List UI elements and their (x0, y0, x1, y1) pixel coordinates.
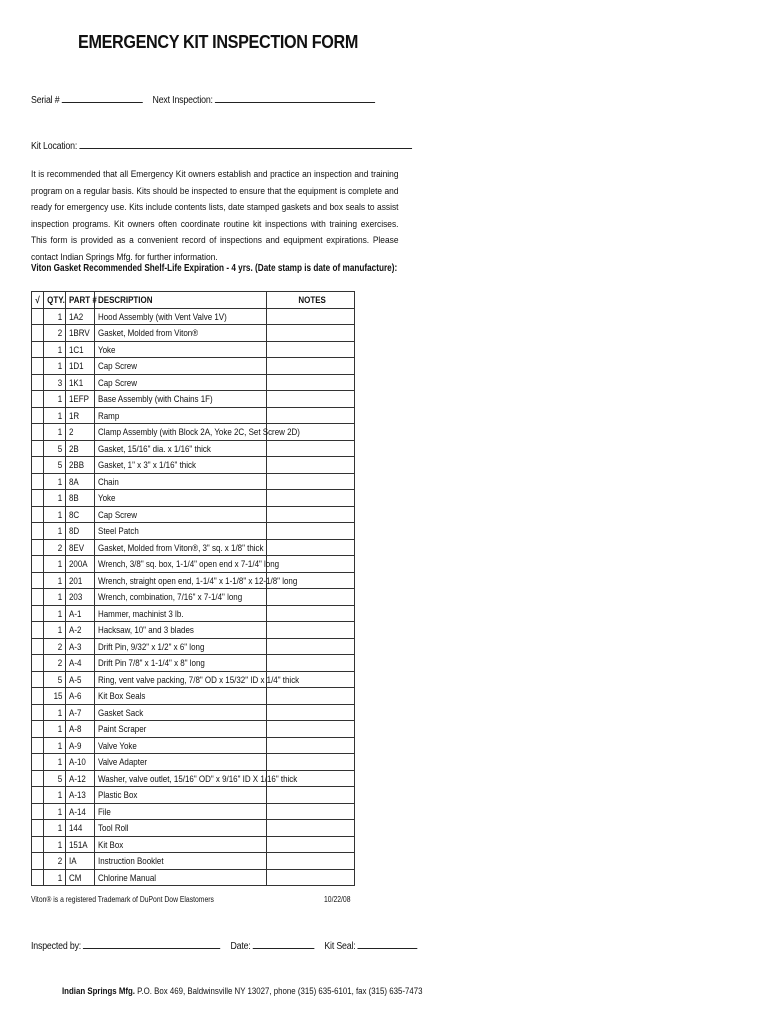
description-cell: Valve Yoke (95, 737, 267, 754)
part-cell: 2BB (66, 457, 95, 474)
part-cell: 1D1 (66, 358, 95, 375)
check-cell[interactable] (32, 622, 44, 639)
description-cell: Valve Adapter (95, 754, 267, 771)
table-row (32, 358, 355, 375)
notes-cell[interactable] (267, 391, 355, 408)
notes-cell[interactable] (267, 704, 355, 721)
form-title: EMERGENCY KIT INSPECTION FORM (78, 32, 358, 52)
check-cell[interactable] (32, 836, 44, 853)
company-address: P.O. Box 469, Baldwinsville NY 13027, phone (315) 635-6101, fax (315) 635-7473 (137, 986, 423, 997)
description-cell: Chlorine Manual (95, 869, 267, 886)
table-row (32, 770, 355, 787)
part-cell: 151A (66, 836, 95, 853)
part-cell: 8EV (66, 539, 95, 556)
check-cell[interactable] (32, 473, 44, 490)
qty-cell: 2 (44, 638, 66, 655)
description-cell: File (95, 803, 267, 820)
check-cell[interactable] (32, 440, 44, 457)
notes-cell[interactable] (267, 523, 355, 540)
qty-cell: 1 (44, 523, 66, 540)
description-cell: Kit Box (95, 836, 267, 853)
part-cell: A-4 (66, 655, 95, 672)
trademark-note: Viton® is a registered Trademark of DuPont Dow Elastomers (31, 895, 214, 904)
qty-cell: 5 (44, 770, 66, 787)
check-cell[interactable] (32, 787, 44, 804)
qty-cell: 1 (44, 704, 66, 721)
part-cell: 1A2 (66, 308, 95, 325)
qty-cell: 1 (44, 803, 66, 820)
qty-cell: 2 (44, 539, 66, 556)
check-cell[interactable] (32, 853, 44, 870)
qty-cell: 1 (44, 589, 66, 606)
check-cell[interactable] (32, 506, 44, 523)
notes-cell[interactable] (267, 457, 355, 474)
description-cell: Paint Scraper (95, 721, 267, 738)
qty-cell: 1 (44, 506, 66, 523)
qty-cell: 1 (44, 308, 66, 325)
description-cell: Gasket, Molded from Viton®, 3" sq. x 1/8" thick (95, 539, 267, 556)
description-cell: Base Assembly (with Chains 1F) (95, 391, 267, 408)
part-cell: 1R (66, 407, 95, 424)
table-row (32, 440, 355, 457)
serial-field[interactable] (62, 92, 143, 103)
table-row (32, 325, 355, 342)
qty-cell: 1 (44, 737, 66, 754)
check-cell[interactable] (32, 605, 44, 622)
table-row (32, 539, 355, 556)
check-cell[interactable] (32, 803, 44, 820)
description-cell: Drift Pin, 9/32" x 1/2" x 6" long (95, 638, 267, 655)
table-row (32, 836, 355, 853)
date-label: Date: (230, 941, 251, 952)
inspected-by-field[interactable] (83, 938, 220, 949)
qty-cell: 1 (44, 358, 66, 375)
description-cell: Wrench, straight open end, 1-1/4" x 1-1/8" x 12-1/8" long (95, 572, 267, 589)
notes-cell[interactable] (267, 836, 355, 853)
table-row (32, 374, 355, 391)
notes-cell[interactable] (267, 622, 355, 639)
notes-cell[interactable] (267, 853, 355, 870)
part-cell: A-10 (66, 754, 95, 771)
qty-cell: 1 (44, 721, 66, 738)
check-cell[interactable] (32, 391, 44, 408)
part-cell: CM (66, 869, 95, 886)
next-inspection-label: Next Inspection: (152, 95, 213, 106)
description-cell: Gasket Sack (95, 704, 267, 721)
table-row (32, 622, 355, 639)
check-cell[interactable] (32, 704, 44, 721)
notes-cell[interactable] (267, 407, 355, 424)
qty-cell: 1 (44, 605, 66, 622)
qty-cell: 3 (44, 374, 66, 391)
description-cell: Gasket, 15/16" dia. x 1/16" thick (95, 440, 267, 457)
qty-cell: 1 (44, 572, 66, 589)
intro-paragraph (31, 167, 399, 266)
company-name: Indian Springs Mfg. (62, 986, 135, 997)
check-cell[interactable] (32, 655, 44, 672)
part-cell: 1K1 (66, 374, 95, 391)
table-row (32, 605, 355, 622)
description-cell: Gasket, Molded from Viton® (95, 325, 267, 342)
check-cell[interactable] (32, 770, 44, 787)
description-cell: Tool Roll (95, 820, 267, 837)
notes-cell[interactable] (267, 869, 355, 886)
table-row (32, 523, 355, 540)
description-cell: Clamp Assembly (with Block 2A, Yoke 2C, Set Screw 2D) (95, 424, 267, 441)
check-cell[interactable] (32, 539, 44, 556)
table-row (32, 787, 355, 804)
qty-cell: 1 (44, 622, 66, 639)
part-cell: A-5 (66, 671, 95, 688)
description-cell: Hood Assembly (with Vent Valve 1V) (95, 308, 267, 325)
header-description: DESCRIPTION (95, 292, 267, 309)
part-cell: 8B (66, 490, 95, 507)
notes-cell[interactable] (267, 473, 355, 490)
check-cell[interactable] (32, 556, 44, 573)
part-cell: 2B (66, 440, 95, 457)
kit-location-label: Kit Location: (31, 141, 78, 152)
check-cell[interactable] (32, 572, 44, 589)
table-row (32, 671, 355, 688)
table-row (32, 457, 355, 474)
part-cell: A-3 (66, 638, 95, 655)
description-cell: Chain (95, 473, 267, 490)
notes-cell[interactable] (267, 506, 355, 523)
kit-location-row (31, 138, 412, 152)
qty-cell: 1 (44, 869, 66, 886)
notes-cell[interactable] (267, 358, 355, 375)
table-row (32, 556, 355, 573)
table-row (32, 869, 355, 886)
notes-cell[interactable] (267, 490, 355, 507)
qty-cell: 1 (44, 754, 66, 771)
table-row (32, 704, 355, 721)
description-cell: Instruction Booklet (95, 853, 267, 870)
check-cell[interactable] (32, 490, 44, 507)
description-cell: Kit Box Seals (95, 688, 267, 705)
table-row (32, 638, 355, 655)
qty-cell: 1 (44, 556, 66, 573)
qty-cell: 1 (44, 820, 66, 837)
check-cell[interactable] (32, 374, 44, 391)
kit-seal-field[interactable] (358, 938, 418, 949)
table-row (32, 721, 355, 738)
table-row (32, 490, 355, 507)
kit-seal-label: Kit Seal: (324, 941, 356, 952)
check-cell[interactable] (32, 407, 44, 424)
notes-cell[interactable] (267, 754, 355, 771)
table-row (32, 754, 355, 771)
notes-cell[interactable] (267, 737, 355, 754)
description-cell: Cap Screw (95, 374, 267, 391)
date-field[interactable] (253, 938, 315, 949)
description-cell: Wrench, combination, 7/16" x 7-1/4" long (95, 589, 267, 606)
part-cell: 8A (66, 473, 95, 490)
check-cell[interactable] (32, 325, 44, 342)
description-cell: Cap Screw (95, 358, 267, 375)
notes-cell[interactable] (267, 440, 355, 457)
qty-cell: 1 (44, 787, 66, 804)
description-cell: Cap Screw (95, 506, 267, 523)
kit-location-field[interactable] (79, 138, 412, 149)
part-cell: IA (66, 853, 95, 870)
notes-cell[interactable] (267, 820, 355, 837)
check-cell[interactable] (32, 457, 44, 474)
description-cell: Hacksaw, 10" and 3 blades (95, 622, 267, 639)
header-check: √ (32, 292, 44, 309)
table-row (32, 506, 355, 523)
description-cell: Gasket, 1" x 3" x 1/16" thick (95, 457, 267, 474)
qty-cell: 15 (44, 688, 66, 705)
qty-cell: 1 (44, 341, 66, 358)
description-cell: Ramp (95, 407, 267, 424)
part-cell: 201 (66, 572, 95, 589)
table-row (32, 737, 355, 754)
check-cell[interactable] (32, 308, 44, 325)
table-row (32, 572, 355, 589)
qty-cell: 2 (44, 655, 66, 672)
part-cell: 8C (66, 506, 95, 523)
notes-cell[interactable] (267, 721, 355, 738)
description-cell: Drift Pin 7/8" x 1-1/4" x 8" long (95, 655, 267, 672)
check-cell[interactable] (32, 424, 44, 441)
part-cell: A-6 (66, 688, 95, 705)
part-cell: A-2 (66, 622, 95, 639)
notes-cell[interactable] (267, 308, 355, 325)
revision-date: 10/22/08 (324, 895, 351, 904)
qty-cell: 2 (44, 325, 66, 342)
part-cell: 1EFP (66, 391, 95, 408)
notes-cell[interactable] (267, 341, 355, 358)
description-cell: Ring, vent valve packing, 7/8" OD x 15/32" ID x 1/4" thick (95, 671, 267, 688)
description-cell: Yoke (95, 490, 267, 507)
notes-cell[interactable] (267, 605, 355, 622)
table-row (32, 407, 355, 424)
next-inspection-field[interactable] (215, 92, 375, 103)
description-cell: Washer, valve outlet, 15/16" OD" x 9/16" ID X 1/16" thick (95, 770, 267, 787)
qty-cell: 1 (44, 424, 66, 441)
description-cell: Hammer, machinist 3 lb. (95, 605, 267, 622)
qty-cell: 1 (44, 836, 66, 853)
table-row (32, 341, 355, 358)
check-cell[interactable] (32, 341, 44, 358)
part-cell: 1BRV (66, 325, 95, 342)
header-qty: QTY. (44, 292, 66, 309)
check-cell[interactable] (32, 638, 44, 655)
part-cell: A-9 (66, 737, 95, 754)
table-row (32, 308, 355, 325)
company-footer (62, 986, 422, 997)
description-cell: Wrench, 3/8" sq. box, 1-1/4" open end x 7-1/4" long (95, 556, 267, 573)
table-row (32, 473, 355, 490)
part-cell: 2 (66, 424, 95, 441)
notes-cell[interactable] (267, 539, 355, 556)
check-cell[interactable] (32, 820, 44, 837)
inspected-by-label: Inspected by: (31, 941, 82, 952)
part-cell: 1C1 (66, 341, 95, 358)
notes-cell[interactable] (267, 589, 355, 606)
part-cell: A-12 (66, 770, 95, 787)
part-cell: A-7 (66, 704, 95, 721)
qty-cell: 5 (44, 440, 66, 457)
notes-cell[interactable] (267, 803, 355, 820)
qty-cell: 2 (44, 853, 66, 870)
description-cell: Yoke (95, 341, 267, 358)
table-row (32, 853, 355, 870)
table-row (32, 424, 355, 441)
header-notes: NOTES (267, 292, 355, 309)
notes-cell[interactable] (267, 638, 355, 655)
part-cell: 200A (66, 556, 95, 573)
check-cell[interactable] (32, 721, 44, 738)
notes-cell[interactable] (267, 688, 355, 705)
check-cell[interactable] (32, 589, 44, 606)
table-row (32, 820, 355, 837)
check-cell[interactable] (32, 737, 44, 754)
qty-cell: 5 (44, 457, 66, 474)
qty-cell: 1 (44, 490, 66, 507)
qty-cell: 1 (44, 473, 66, 490)
part-cell: A-8 (66, 721, 95, 738)
table-row (32, 589, 355, 606)
qty-cell: 5 (44, 671, 66, 688)
check-cell[interactable] (32, 688, 44, 705)
table-row (32, 688, 355, 705)
qty-cell: 1 (44, 391, 66, 408)
notes-cell[interactable] (267, 556, 355, 573)
description-cell: Steel Patch (95, 523, 267, 540)
serial-row (31, 92, 375, 106)
notes-cell[interactable] (267, 655, 355, 672)
intro-paragraph-text: It is recommended that all Emergency Kit owners establish and practice an inspection and training program on a regular basis. Kits should be inspected to ensure that the equipment is complete and ready for emergency use. Kits include contents lists, date stamped gaskets and box seals to assist inspection programs. Kit owners often coordinate routine kit inspections with training exercises. This form is provided as a convenient record of inspections and equipment expirations. Please contact Indian Springs Mfg. for further information. (31, 169, 399, 263)
notes-cell[interactable] (267, 787, 355, 804)
part-cell: A-14 (66, 803, 95, 820)
shelf-life-note: Viton Gasket Recommended Shelf-Life Expiration - 4 yrs. (Date stamp is date of manufacture): (31, 263, 398, 274)
notes-cell[interactable] (267, 374, 355, 391)
check-cell[interactable] (32, 358, 44, 375)
signoff-row (31, 938, 418, 952)
header-part: PART # (66, 292, 95, 309)
table-row (32, 655, 355, 672)
kit-contents-table (31, 291, 355, 886)
table-row (32, 391, 355, 408)
check-cell[interactable] (32, 523, 44, 540)
notes-cell[interactable] (267, 325, 355, 342)
part-cell: 8D (66, 523, 95, 540)
description-cell: Plastic Box (95, 787, 267, 804)
part-cell: A-13 (66, 787, 95, 804)
part-cell: 203 (66, 589, 95, 606)
qty-cell: 1 (44, 407, 66, 424)
check-cell[interactable] (32, 869, 44, 886)
table-row (32, 803, 355, 820)
table-header-row (32, 292, 355, 309)
check-cell[interactable] (32, 671, 44, 688)
serial-label: Serial # (31, 95, 60, 106)
check-cell[interactable] (32, 754, 44, 771)
part-cell: 144 (66, 820, 95, 837)
part-cell: A-1 (66, 605, 95, 622)
